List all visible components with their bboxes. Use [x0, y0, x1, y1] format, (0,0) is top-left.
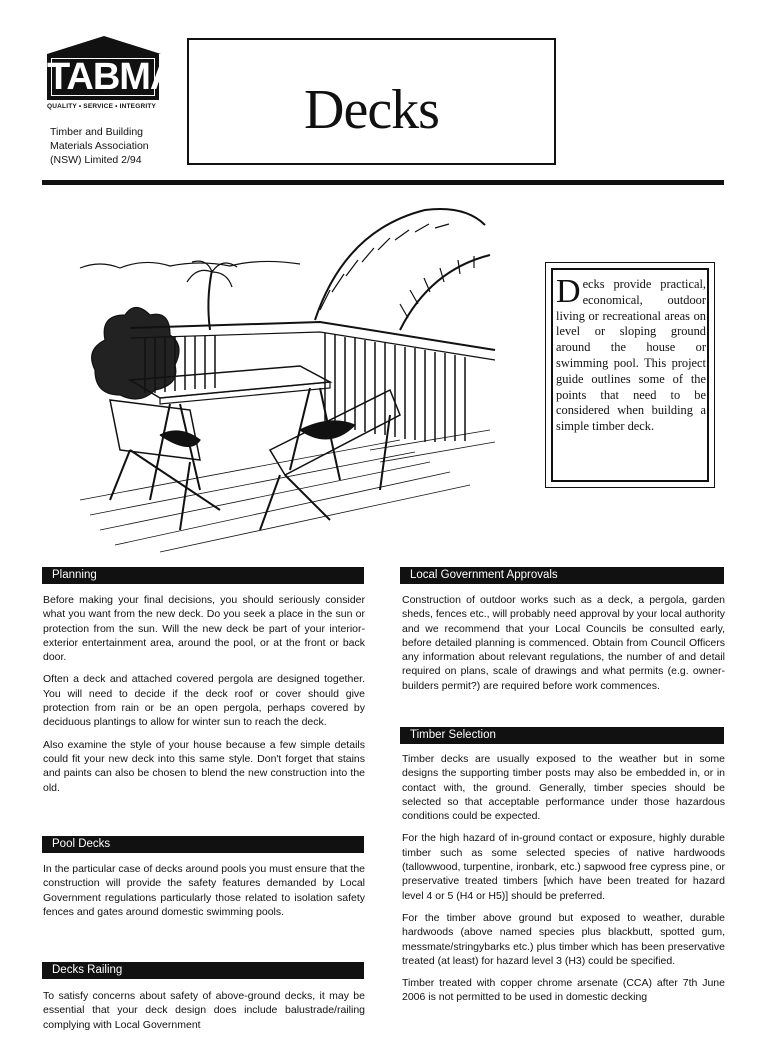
page-title: Decks	[304, 79, 439, 141]
intro-dropcap: D	[556, 273, 581, 310]
title-box	[187, 38, 556, 165]
section-heading-pool-decks: Pool Decks	[42, 836, 364, 853]
intro-text: Decks provide practical, economical, outdoor living or recreational areas on level or sloping ground around the house or swimming pool. This project guide outlines some of the points that need to be considered when building a simple timber deck.	[556, 273, 706, 434]
tabma-logo: TABMA	[47, 56, 177, 98]
association-name: Timber and Building Materials Association (NSW) Limited 2/94	[50, 126, 149, 166]
header-rule	[42, 180, 724, 185]
timber-selection-text: Timber decks are usually exposed to the weather but in some designs the supporting timber posts may also be embedded in, or in contact with, the ground. Generally, timber species should be selected so that acceptable performance under those hazardous conditions could be expected. For the high hazard of in-ground contact or exposure, highly durable timber such as some selected species of native hardwoods (tallowwood, turpentine, ironbark, etc.) sapwood free cypress pine, or preservative treated timbers [which have been treated for hazard level 4 or 5 (H4 or H5)] should be preferred. For the timber above ground but exposed to weather, durable hardwoods (above named species plus blackbutt, spotted gum, messmate/stringybarks etc.) plus timber which has been preservative treated (at least) for hazard level 3 (H3) could be specified. Timber treated with copper chrome arsenate (CCA) after 7th June 2006 is not permitted to be used in domestic decking	[402, 753, 725, 1004]
pool-decks-text: In the particular case of decks around pools you must ensure that the construction will provide the safety features demanded by Local Government regulations particularly those related to isolation safety fences and gates around domestic swimming pools.	[43, 863, 365, 918]
deck-illustration	[70, 200, 500, 555]
approvals-text: Construction of outdoor works such as a deck, a pergola, garden sheds, fences etc., will probably need approval by your local authority and we recommend that your Local Councils be consulted early, before detailed planning is commenced. Obtain from Council Officers any information about relevant regulations, the number of and detail required on plans, scale of drawings and what permits (e.g. owner-builders permit?) are required before work commences.	[402, 594, 725, 692]
logo-roof-icon	[44, 34, 164, 56]
logo-tagline: QUALITY • SERVICE • INTEGRITY	[47, 103, 157, 110]
section-heading-approvals: Local Government Approvals	[400, 567, 724, 584]
section-heading-planning: Planning	[42, 567, 364, 584]
decks-railing-text: To satisfy concerns about safety of above-ground decks, it may be essential that your deck design does include balustrade/railing complying with Local Government	[43, 990, 365, 1031]
section-heading-decks-railing: Decks Railing	[42, 962, 364, 979]
intro-box	[545, 262, 715, 488]
section-heading-timber-selection: Timber Selection	[400, 727, 724, 744]
planning-text: Before making your final decisions, you should seriously consider what you want from the new deck. Do you seek a place in the sun or protection from the sun. Will the new deck be part of your interior-exterior entertainment area, around the pool, or at the front or back door. Often a deck and attached covered pergola are designed together. You will need to decide if the deck roof or cover should give protection from rain or be an open pergola, perhaps covered by deciduous plantings to allow for winter sun to reach the deck. Also examine the style of your house because a few simple details could fit your new deck into this same style. Don't forget that stains and paints can also be chosen to blend the new construction into the old.	[43, 594, 365, 794]
